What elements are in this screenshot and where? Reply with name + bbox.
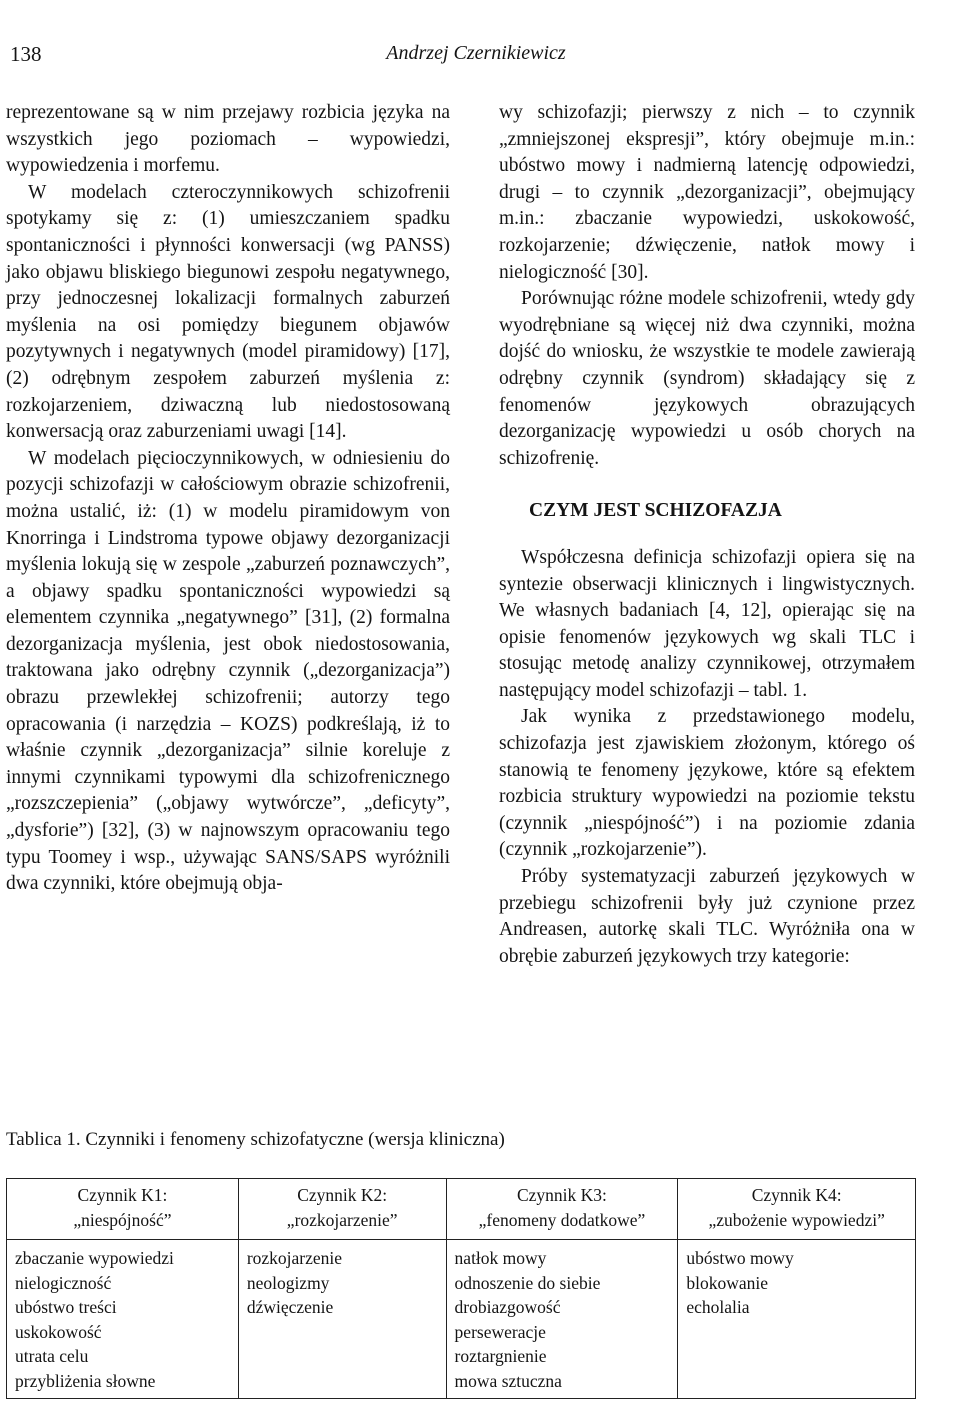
paragraph: W modelach pięcioczynnikowych, w odniesieniu do pozycji schizofazji w całościowym obrazie schizofrenii, można ustalić, iż: (1) w modelu piramidowym von Knorringa i Lindstroma typowe objawy dezorganizacji myślenia lokują się w zespole „zaburzeń poznawczych”, a objawy spadku spontaniczności wypowiedzi są elementem czynnika „negatywnego” [31], (2) formalna dezorganizacja myślenia, jest obok niedostosowania, traktowana jako odrębny czynnik („dezorganizacja”) obrazu przewlekłej schizofrenii; autorzy tego opracowania (i narzędzia – KOZS) podkreślają, iż to właśnie czynnik „dezorganizacja” silnie koreluje z innymi czynnikami typowymi dla schizofrenicznego „rozszczepienia” („objawy wytwórcze”, „deficyty”, „dysforie”) [32], (3) w najnowszym opracowaniu tego typu Toomey i wsp., używając SANS/SAPS wyróżnili dwa czynniki, które obejmują obja- (6, 447, 450, 895)
table-cell (7, 1240, 239, 1399)
phenomenon-item: przybliżenia słowne (15, 1370, 156, 1391)
phenomenon-item: roztargnienie (454, 1346, 547, 1367)
table-row (7, 1240, 916, 1399)
phenomenon-item: echolalia (686, 1297, 750, 1318)
left-column (6, 100, 450, 898)
factor-name: Czynnik K4: (751, 1185, 842, 1205)
factor-name: Czynnik K2: (297, 1185, 388, 1205)
paragraph: Jak wynika z przedstawionego modelu, schizofazja jest zjawiskiem złożonym, którego oś stanowią te fenomeny językowe, które są efektem rozbicia struktury wypowiedzi na poziomie tekstu (czynnik „niespójność”) i na poziomie zdania (czynnik „rozkojarzenie”). (499, 706, 915, 861)
factor-label: „rozkojarzenie” (286, 1209, 398, 1230)
phenomenon-item: nielogiczność (15, 1272, 112, 1293)
paragraph: reprezentowane są w nim przejawy rozbicia języka na wszystkich jego poziomach – wypowiedzi, wypowiedzenia i morfemu. (6, 102, 450, 177)
phenomenon-item: zbaczanie wypowiedzi (15, 1248, 174, 1268)
paragraph: Współczesna definicja schizofazji opiera się na syntezie obserwacji klinicznych i lingwistycznych. We własnych badaniach [4, 12], opierając się na opisie fenomenów językowych wg skali TLC i stosując metodę analizy czynnikowej, otrzymałem następujący model schizofazji – tabl. 1. (499, 546, 915, 701)
table-cell (238, 1240, 446, 1399)
table-header-cell (238, 1179, 446, 1240)
table-header-cell (7, 1179, 239, 1240)
phenomenon-item: perseweracje (454, 1321, 546, 1342)
phenomenon-item: dźwięczenie (246, 1297, 334, 1318)
section-heading: CZYM JEST SCHIZOFAZJA (529, 500, 782, 522)
phenomenon-item: odnoszenie do siebie (454, 1272, 601, 1293)
phenomenon-item: mowa sztuczna (454, 1370, 562, 1391)
paragraph: wy schizofazji; pierwszy z nich – to czynnik „zmniejszonej ekspresji”, który obejmuje m.in.: ubóstwo mowy i nadmierną latencję odpowiedzi, drugi – to czynnik „dezorganizacji”, obejmujący m.in.: zbaczanie wypowiedzi, uskokowość, rozkojarzenie; dźwięczenie, natłok mowy i nielogiczność [30]. (499, 102, 915, 283)
phenomenon-item: drobiazgowość (454, 1297, 561, 1318)
table-cell (446, 1240, 678, 1399)
paragraph: Porównując różne modele schizofrenii, wtedy gdy wyodrębniane są więcej niż dwa czynniki, można dojść do wniosku, że wszystkie te modele zawierają odrębny czynnik (syndrom) składający się z fenomenów językowych obrazujących dezorganizację wypowiedzi u osób chorych na schizofrenię. (499, 288, 915, 469)
factor-label: „zubożenie wypowiedzi” (708, 1209, 885, 1230)
factor-name: Czynnik K1: (77, 1185, 168, 1205)
phenomenon-item: ubóstwo treści (15, 1297, 117, 1318)
phenomenon-item: uskokowość (15, 1321, 102, 1342)
phenomenon-item: natłok mowy (454, 1248, 547, 1268)
table-cell (678, 1240, 916, 1399)
phenomenon-item: ubóstwo mowy (686, 1248, 794, 1268)
phenomenon-item: neologizmy (246, 1272, 330, 1293)
table-header-row (7, 1179, 916, 1240)
factor-name: Czynnik K3: (516, 1185, 607, 1205)
table-header-cell (446, 1179, 678, 1240)
phenomenon-item: utrata celu (15, 1346, 89, 1367)
factor-label: „niespójność” (73, 1209, 172, 1230)
right-column (499, 100, 915, 970)
table-header-cell (678, 1179, 916, 1240)
running-head: Andrzej Czernikiewicz (386, 42, 566, 64)
page-number: 138 (10, 42, 42, 66)
factors-table (6, 1178, 916, 1399)
table-caption: Tablica 1. Czynniki i fenomeny schizofatyczne (wersja kliniczna) (6, 1129, 505, 1150)
phenomenon-item: rozkojarzenie (246, 1248, 343, 1268)
phenomenon-item: blokowanie (686, 1272, 768, 1293)
factor-label: „fenomeny dodatkowe” (478, 1209, 646, 1230)
paragraph: Próby systematyzacji zaburzeń językowych w przebiegu schizofrenii były już czynione przez Andreasen, autorkę skali TLC. Wyróżniła ona w obrębie zaburzeń językowych trzy kategorie: (499, 866, 915, 967)
paragraph: W modelach czteroczynnikowych schizofrenii spotykamy się z: (1) umieszczaniem spadku spontaniczności i płynności konwersacji (wg PANSS) jako objawu bliskiego biegunowi zespołu negatywnego, przy jednoczesnej lokalizacji formalnych zaburzeń myślenia na osi pomiędzy biegunem objawów pozytywnych i negatywnych (model piramidowy) [17], (2) odrębnym zespołem zaburzeń myślenia z: rozkojarzeniem, dziwaczną lub niedostosowaną konwersacją oraz zaburzeniami uwagi [14]. (6, 181, 450, 443)
